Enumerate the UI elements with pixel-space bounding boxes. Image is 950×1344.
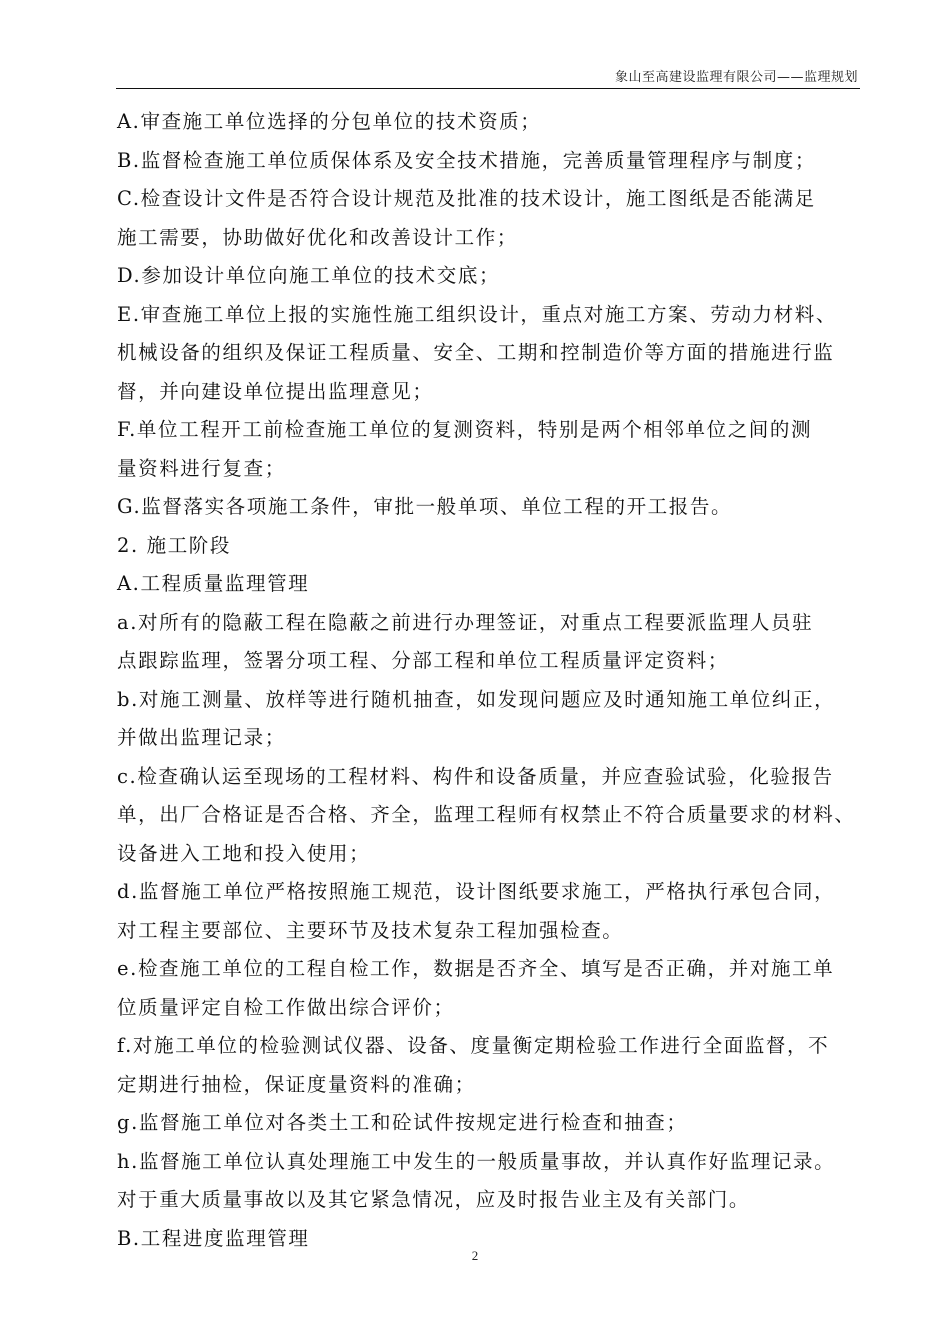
body-line: e.检查施工单位的工程自检工作，数据是否齐全、填写是否正确，并对施工单 (117, 957, 835, 980)
body-line: h.监督施工单位认真处理施工中发生的一般质量事故，并认真作好监理记录。 (117, 1149, 836, 1173)
body-line: g.监督施工单位对各类土工和砼试件按规定进行检查和抽查； (117, 1111, 688, 1134)
body-line: 对工程主要部位、主要环节及技术复杂工程加强检查。 (117, 918, 624, 942)
body-line: 单，出厂合格证是否合格、齐全，监理工程师有权禁止不符合质量要求的材料、 (117, 803, 856, 826)
subsection-heading: B.工程进度监理管理 (117, 1226, 310, 1250)
body-line: c.检查确认运至现场的工程材料、构件和设备质量，并应查验试验，化验报告 (117, 764, 834, 788)
body-line: b.对施工测量、放样等进行随机抽查，如发现问题应及时通知施工单位纠正， (117, 687, 836, 711)
body-line: 量资料进行复查； (117, 456, 286, 480)
body-line: F.单位工程开工前检查施工单位的复测资料，特别是两个相邻单位之间的测 (117, 418, 813, 441)
body-line: 设备进入工地和投入使用； (117, 841, 371, 865)
header-divider (116, 88, 860, 89)
body-line: 点跟踪监理，签署分项工程、分部工程和单位工程质量评定资料； (117, 649, 729, 672)
body-line: d.监督施工单位严格按照施工规范，设计图纸要求施工，严格执行承包合同， (117, 880, 836, 903)
body-line: B.监督检查施工单位质保体系及安全技术措施，完善质量管理程序与制度； (117, 148, 816, 172)
document-body (117, 103, 867, 1258)
body-line: 定期进行抽检，保证度量资料的准确； (117, 1072, 476, 1096)
body-line: 对于重大质量事故以及其它紧急情况，应及时报告业主及有关部门。 (117, 1188, 751, 1211)
body-line: G.监督落实各项施工条件，审批一般单项、单位工程的开工报告。 (117, 495, 733, 518)
body-line: A.审查施工单位选择的分包单位的技术资质； (117, 110, 542, 133)
body-line: 位质量评定自检工作做出综合评价； (117, 995, 455, 1019)
body-line: E.审查施工单位上报的实施性施工组织设计，重点对施工方案、劳动力材料、 (117, 302, 837, 326)
subsection-heading: A.工程质量监理管理 (117, 572, 310, 595)
section-heading: 2. 施工阶段 (117, 533, 232, 557)
body-line: 并做出监理记录； (117, 726, 286, 749)
body-line: 督，并向建设单位提出监理意见； (117, 379, 434, 403)
body-line: a.对所有的隐蔽工程在隐蔽之前进行办理签证，对重点工程要派监理人员驻 (117, 610, 814, 634)
body-line: 施工需要，协助做好优化和改善设计工作； (117, 225, 518, 249)
body-line: D.参加设计单位向施工单位的技术交底； (117, 264, 501, 287)
page-number: 2 (471, 1248, 479, 1263)
body-line: C.检查设计文件是否符合设计规范及批准的技术设计，施工图纸是否能满足 (117, 187, 816, 210)
body-line: f.对施工单位的检验测试仪器、设备、度量衡定期检验工作进行全面监督，不 (117, 1034, 830, 1057)
body-line: 机械设备的组织及保证工程质量、安全、工期和控制造价等方面的措施进行监 (117, 341, 835, 364)
page-header-title: 象山至高建设监理有限公司——监理规划 (614, 70, 858, 85)
